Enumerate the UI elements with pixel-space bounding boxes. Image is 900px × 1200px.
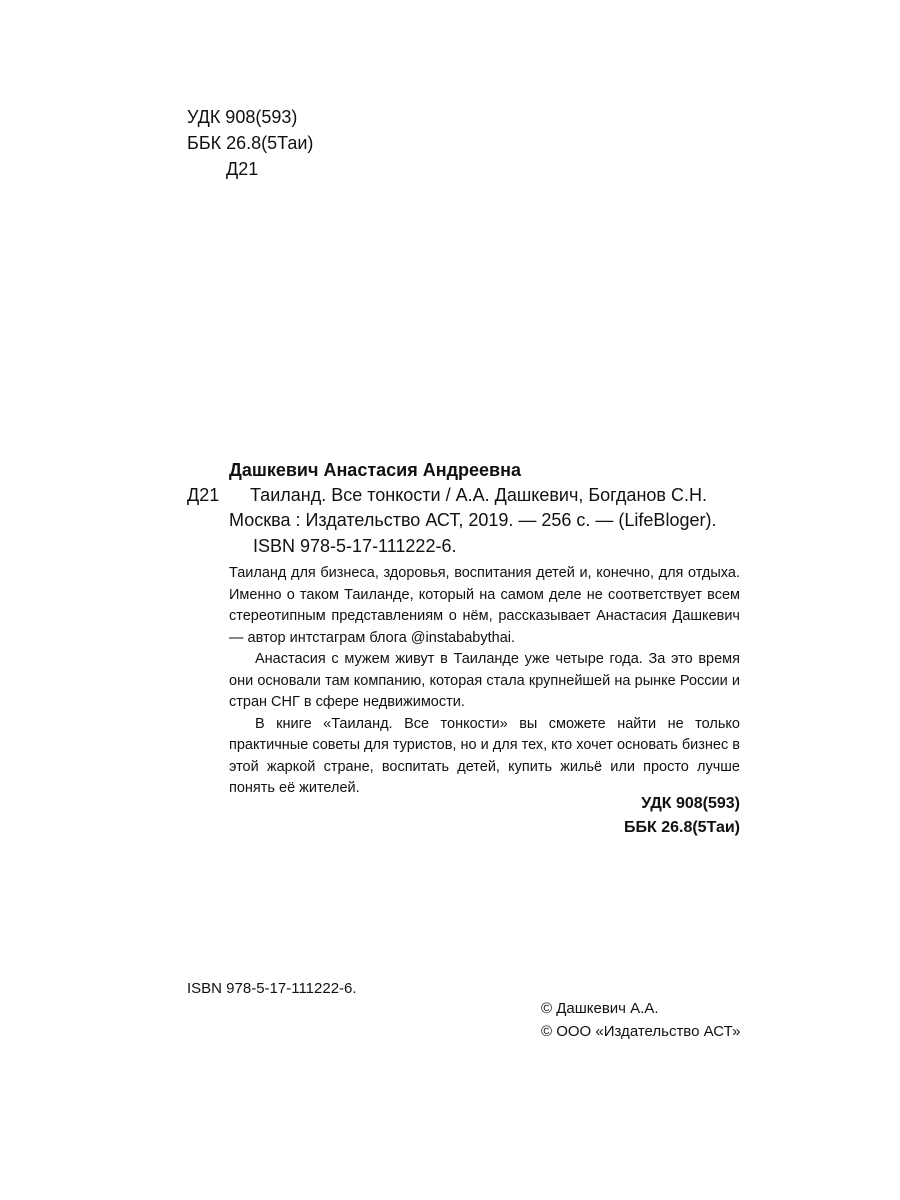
bbk-code-bottom: ББК 26.8(5Таи) — [623, 819, 740, 836]
classification-header — [187, 104, 313, 182]
classification-footer — [540, 792, 740, 840]
annotation-paragraph: Анастасия с мужем живут в Таиланде уже четыре года. За это время они основали там компанию, которая стала крупнейшей на рынке России и стран СНГ в сфере недвижимости. — [229, 651, 740, 710]
author-name: Дашкевич Анастасия Андреевна — [229, 460, 521, 480]
bbk-code: ББК 26.8(5Таи) — [187, 133, 314, 153]
copyright-block — [541, 997, 740, 1043]
copyright-publisher: © ООО «Издательство АСТ» — [541, 1023, 741, 1040]
isbn-record: ISBN 978-5-17-111222-6. — [253, 536, 457, 556]
copyright-author: © Дашкевич А.А. — [541, 1000, 659, 1017]
isbn-footer: ISBN 978-5-17-111222-6. — [187, 980, 357, 997]
udk-code-bottom: УДК 908(593) — [641, 795, 740, 812]
publication-line: Москва : Издательство АСТ, 2019. — 256 с. — (LifeBloger). — [229, 510, 717, 530]
author-mark-record: Д21 — [187, 485, 220, 505]
author-mark: Д21 — [226, 159, 259, 179]
annotation-paragraph: Таиланд для бизнеса, здоровья, воспитания детей и, конечно, для отдыха. Именно о таком Таиланде, который на самом деле не соответствует всем стереотипным представлениям о нём, рассказывает Анастасия Дашкевич — автор интстаграм блога @instababythai. — [229, 565, 740, 646]
annotation-paragraph: В книге «Таиланд. Все тонкости» вы сможете найти не только практичные советы для туристов, но и для тех, кто хочет основать бизнес в этой жаркой стране, воспитать детей, купить жильё или просто лучше понять её жителей. — [229, 715, 740, 796]
udk-code: УДК 908(593) — [187, 107, 298, 127]
title-line: Таиланд. Все тонкости / А.А. Дашкевич, Богданов С.Н. — [250, 485, 707, 505]
annotation — [229, 563, 740, 800]
